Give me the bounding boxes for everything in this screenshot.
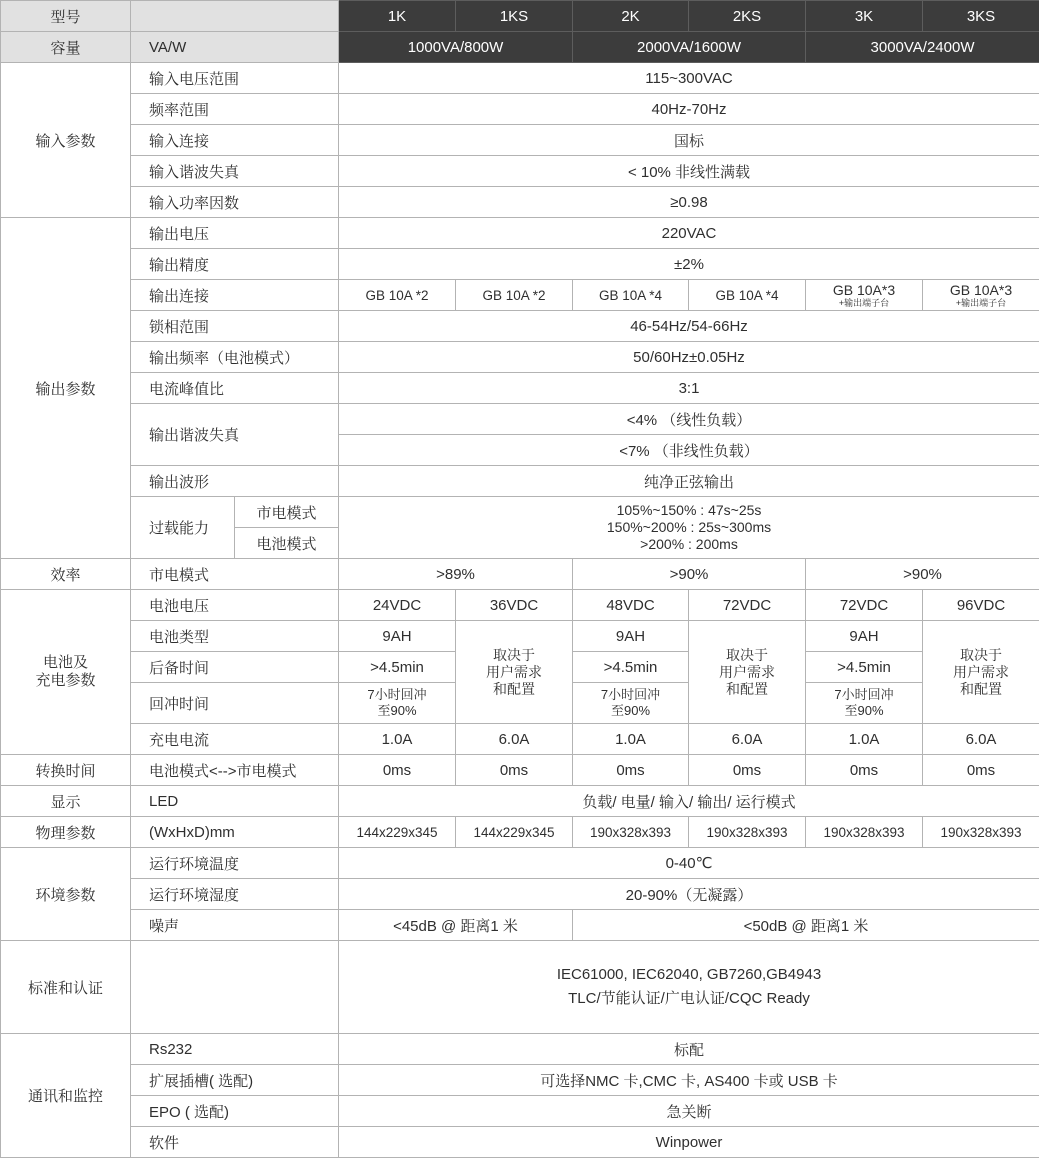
recharge-time-1k-line1: 7小时回冲: [339, 687, 455, 703]
transfer-value-2ks: 0ms: [689, 755, 806, 786]
expansion-slot-label: 扩展插槽( 选配): [131, 1065, 339, 1096]
transfer-value-3k: 0ms: [806, 755, 923, 786]
battery-depends-3ks-line2: 用户需求: [923, 664, 1039, 681]
transfer-time-row: [1, 755, 1039, 786]
model-header-1k: 1K: [339, 1, 456, 32]
model-header-2ks: 2KS: [689, 1, 806, 32]
input-connection-row: [1, 125, 1039, 156]
model-header-3ks: 3KS: [923, 1, 1039, 32]
battery-type-1k: 9AH: [339, 621, 456, 652]
battery-voltage-3ks: 96VDC: [923, 590, 1039, 621]
overload-value: [339, 497, 1039, 559]
overload-mode-battery: 电池模式: [235, 528, 339, 559]
output-connection-2ks: GB 10A *4: [689, 280, 806, 311]
recharge-time-3k-line1: 7小时回冲: [806, 687, 922, 703]
software-value: Winpower: [339, 1127, 1039, 1158]
software-row: [1, 1127, 1039, 1158]
input-voltage-row: [1, 63, 1039, 94]
model-header-1ks: 1KS: [456, 1, 573, 32]
epo-value: 急关断: [339, 1096, 1039, 1127]
input-pf-row: [1, 187, 1039, 218]
charge-current-3ks: 6.0A: [923, 724, 1039, 755]
standards-value-line2: TLC/节能认证/广电认证/CQC Ready: [339, 987, 1039, 1011]
phase-lock-value: 46-54Hz/54-66Hz: [339, 311, 1039, 342]
input-pf-value: ≥0.98: [339, 187, 1039, 218]
recharge-time-1k-line2: 至90%: [339, 703, 455, 719]
battery-type-row: [1, 621, 1039, 652]
battery-depends-2ks-line2: 用户需求: [689, 664, 805, 681]
physical-value-1ks: 144x229x345: [456, 817, 573, 848]
battery-depends-3ks-line1: 取决于: [923, 647, 1039, 664]
output-precision-row: [1, 249, 1039, 280]
model-header-2k: 2K: [573, 1, 689, 32]
phase-lock-label: 锁相范围: [131, 311, 339, 342]
charge-current-1ks: 6.0A: [456, 724, 573, 755]
output-connection-row: [1, 280, 1039, 311]
physical-value-2ks: 190x328x393: [689, 817, 806, 848]
crest-factor-label: 电流峰值比: [131, 373, 339, 404]
crest-factor-row: [1, 373, 1039, 404]
input-thd-row: [1, 156, 1039, 187]
charge-current-1k: 1.0A: [339, 724, 456, 755]
recharge-time-label: 回冲时间: [131, 683, 339, 724]
backup-time-1k: >4.5min: [339, 652, 456, 683]
recharge-time-1k: [339, 683, 456, 724]
rs232-row: [1, 1034, 1039, 1065]
battery-type-3k: 9AH: [806, 621, 923, 652]
battery-depends-1ks-line1: 取决于: [456, 647, 572, 664]
capacity-value-1k: 1000VA/800W: [339, 32, 573, 63]
output-frequency-label: 输出频率（电池模式）: [131, 342, 339, 373]
input-voltage-label: 输入电压范围: [131, 63, 339, 94]
charge-current-label: 充电电流: [131, 724, 339, 755]
model-header-spacer: [131, 1, 339, 32]
battery-depends-3ks: [923, 621, 1039, 724]
input-thd-label: 输入谐波失真: [131, 156, 339, 187]
backup-time-label: 后备时间: [131, 652, 339, 683]
environment-section-label: 环境参数: [1, 848, 131, 941]
output-connection-3k: [806, 280, 923, 311]
waveform-value: 纯净正弦输出: [339, 466, 1039, 497]
efficiency-section-label: 效率: [1, 559, 131, 590]
waveform-row: [1, 466, 1039, 497]
model-header-label: 型号: [1, 1, 131, 32]
expansion-slot-row: [1, 1065, 1039, 1096]
output-connection-3k-note: +输出端子台: [806, 298, 922, 308]
physical-section-label: 物理参数: [1, 817, 131, 848]
battery-section-label: [1, 590, 131, 755]
capacity-row: [1, 32, 1039, 63]
overload-value-line3: >200% : 200ms: [339, 536, 1039, 553]
output-connection-1k: GB 10A *2: [339, 280, 456, 311]
battery-depends-2ks-line1: 取决于: [689, 647, 805, 664]
output-precision-label: 输出精度: [131, 249, 339, 280]
input-voltage-value: 115~300VAC: [339, 63, 1039, 94]
output-connection-3k-main: GB 10A*3: [806, 283, 922, 298]
overload-value-line2: 150%~200% : 25s~300ms: [339, 519, 1039, 536]
efficiency-param-label: 市电模式: [131, 559, 339, 590]
overload-value-line1: 105%~150% : 47s~25s: [339, 502, 1039, 519]
input-connection-value: 国标: [339, 125, 1039, 156]
humidity-row: [1, 879, 1039, 910]
expansion-slot-value: 可选择NMC 卡,CMC 卡, AS400 卡或 USB 卡: [339, 1065, 1039, 1096]
transfer-value-3ks: 0ms: [923, 755, 1039, 786]
input-thd-value: < 10% 非线性满载: [339, 156, 1039, 187]
output-connection-3ks-main: GB 10A*3: [923, 283, 1039, 298]
battery-section-label-line1: 电池及: [1, 654, 130, 672]
recharge-time-3k: [806, 683, 923, 724]
physical-value-1k: 144x229x345: [339, 817, 456, 848]
backup-time-2k: >4.5min: [573, 652, 689, 683]
input-frequency-value: 40Hz-70Hz: [339, 94, 1039, 125]
display-param-label: LED: [131, 786, 339, 817]
battery-depends-1ks: [456, 621, 573, 724]
efficiency-value-2k: >90%: [573, 559, 806, 590]
output-connection-label: 输出连接: [131, 280, 339, 311]
capacity-value-2k: 2000VA/1600W: [573, 32, 806, 63]
transfer-value-1ks: 0ms: [456, 755, 573, 786]
software-label: 软件: [131, 1127, 339, 1158]
battery-depends-2ks-line3: 和配置: [689, 681, 805, 698]
epo-row: [1, 1096, 1039, 1127]
battery-depends-1ks-line3: 和配置: [456, 681, 572, 698]
battery-voltage-label: 电池电压: [131, 590, 339, 621]
capacity-group-label: 容量: [1, 32, 131, 63]
output-voltage-row: [1, 218, 1039, 249]
noise-label: 噪声: [131, 910, 339, 941]
transfer-value-1k: 0ms: [339, 755, 456, 786]
rs232-label: Rs232: [131, 1034, 339, 1065]
input-pf-label: 输入功率因数: [131, 187, 339, 218]
battery-voltage-1k: 24VDC: [339, 590, 456, 621]
capacity-param-label: VA/W: [131, 32, 339, 63]
phase-lock-row: [1, 311, 1039, 342]
efficiency-value-1k: >89%: [339, 559, 573, 590]
overload-label: 过载能力: [131, 497, 235, 559]
rs232-value: 标配: [339, 1034, 1039, 1065]
humidity-value: 20-90%（无凝露）: [339, 879, 1039, 910]
crest-factor-value: 3:1: [339, 373, 1039, 404]
standards-row: [1, 941, 1039, 1034]
display-section-label: 显示: [1, 786, 131, 817]
charge-current-2k: 1.0A: [573, 724, 689, 755]
output-thd-linear-value: <4% （线性负载）: [339, 404, 1039, 435]
battery-depends-1ks-line2: 用户需求: [456, 664, 572, 681]
noise-row: [1, 910, 1039, 941]
display-row: [1, 786, 1039, 817]
battery-depends-3ks-line3: 和配置: [923, 681, 1039, 698]
recharge-time-2k: [573, 683, 689, 724]
waveform-label: 输出波形: [131, 466, 339, 497]
efficiency-row: [1, 559, 1039, 590]
model-header-row: [1, 1, 1039, 32]
display-value: 负载/ 电量/ 输入/ 输出/ 运行模式: [339, 786, 1039, 817]
battery-voltage-row: [1, 590, 1039, 621]
physical-param-label: (WxHxD)mm: [131, 817, 339, 848]
transfer-section-label: 转换时间: [1, 755, 131, 786]
battery-section-label-line2: 充电参数: [1, 672, 130, 690]
physical-value-2k: 190x328x393: [573, 817, 689, 848]
capacity-value-3k: 3000VA/2400W: [806, 32, 1039, 63]
temperature-value: 0-40℃: [339, 848, 1039, 879]
output-voltage-value: 220VAC: [339, 218, 1039, 249]
recharge-time-2k-line2: 至90%: [573, 703, 688, 719]
recharge-time-2k-line1: 7小时回冲: [573, 687, 688, 703]
output-precision-value: ±2%: [339, 249, 1039, 280]
overload-mode-line: 市电模式: [235, 497, 339, 528]
temperature-row: [1, 848, 1039, 879]
model-header-3k: 3K: [806, 1, 923, 32]
standards-section-label: 标准和认证: [1, 941, 131, 1034]
battery-type-2k: 9AH: [573, 621, 689, 652]
output-connection-3ks-note: +输出端子台: [923, 298, 1039, 308]
standards-value: [339, 941, 1039, 1034]
transfer-value-2k: 0ms: [573, 755, 689, 786]
output-thd-linear-row: [1, 404, 1039, 435]
battery-depends-2ks: [689, 621, 806, 724]
output-connection-1ks: GB 10A *2: [456, 280, 573, 311]
output-thd-nonlinear-value: <7% （非线性负载）: [339, 435, 1039, 466]
overload-line-mode-row: [1, 497, 1039, 528]
input-frequency-row: [1, 94, 1039, 125]
efficiency-value-3k: >90%: [806, 559, 1039, 590]
battery-voltage-2k: 48VDC: [573, 590, 689, 621]
noise-value-1k: <45dB @ 距离1 米: [339, 910, 573, 941]
battery-voltage-2ks: 72VDC: [689, 590, 806, 621]
output-section-label: 输出参数: [1, 218, 131, 559]
output-voltage-label: 输出电压: [131, 218, 339, 249]
standards-value-line1: IEC61000, IEC62040, GB7260,GB4943: [339, 963, 1039, 987]
noise-value-2k3k: <50dB @ 距离1 米: [573, 910, 1039, 941]
input-connection-label: 输入连接: [131, 125, 339, 156]
backup-time-3k: >4.5min: [806, 652, 923, 683]
output-frequency-value: 50/60Hz±0.05Hz: [339, 342, 1039, 373]
recharge-time-3k-line2: 至90%: [806, 703, 922, 719]
physical-row: [1, 817, 1039, 848]
temperature-label: 运行环境温度: [131, 848, 339, 879]
input-frequency-label: 频率范围: [131, 94, 339, 125]
charge-current-2ks: 6.0A: [689, 724, 806, 755]
input-section-label: 输入参数: [1, 63, 131, 218]
battery-voltage-3k: 72VDC: [806, 590, 923, 621]
output-frequency-row: [1, 342, 1039, 373]
physical-value-3ks: 190x328x393: [923, 817, 1039, 848]
epo-label: EPO ( 选配): [131, 1096, 339, 1127]
battery-voltage-1ks: 36VDC: [456, 590, 573, 621]
communication-section-label: 通讯和监控: [1, 1034, 131, 1158]
standards-param-spacer: [131, 941, 339, 1034]
charge-current-3k: 1.0A: [806, 724, 923, 755]
output-connection-3ks: [923, 280, 1039, 311]
output-connection-2k: GB 10A *4: [573, 280, 689, 311]
charge-current-row: [1, 724, 1039, 755]
battery-type-label: 电池类型: [131, 621, 339, 652]
humidity-label: 运行环境湿度: [131, 879, 339, 910]
output-thd-label: 输出谐波失真: [131, 404, 339, 466]
physical-value-3k: 190x328x393: [806, 817, 923, 848]
transfer-param-label: 电池模式<-->市电模式: [131, 755, 339, 786]
